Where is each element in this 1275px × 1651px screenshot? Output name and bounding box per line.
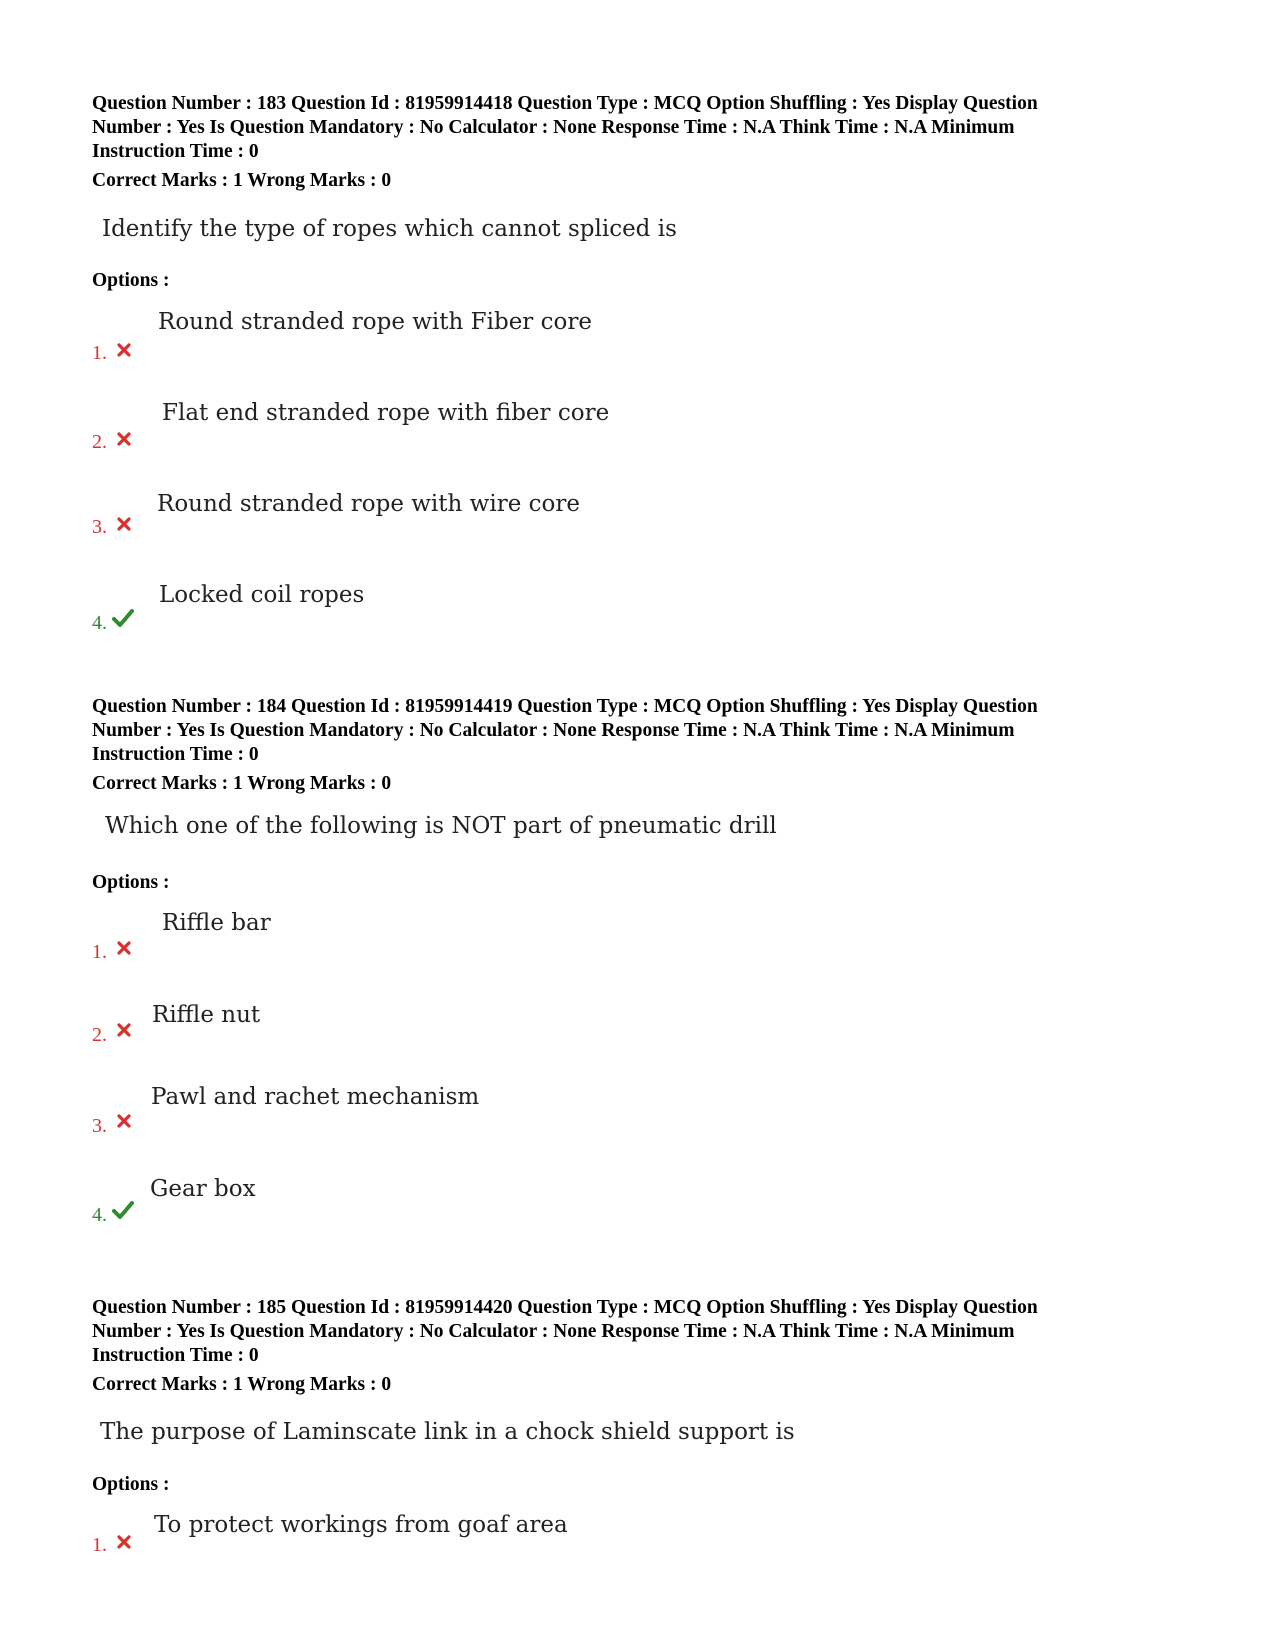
question-meta-line: Question Number : 183 Question Id : 81959914418 Question Type : MCQ Option Shuffling : Yes Display Question <box>92 93 1038 114</box>
option-text: Round stranded rope with Fiber core <box>158 309 592 335</box>
cross-icon <box>116 940 132 956</box>
options-label: Options : <box>92 270 170 291</box>
option-number: 1. <box>92 941 107 963</box>
option-text: Locked coil ropes <box>159 582 365 608</box>
option-number: 4. <box>92 1204 107 1226</box>
question-meta-line: Instruction Time : 0 <box>92 744 259 765</box>
question-meta-line: Instruction Time : 0 <box>92 141 259 162</box>
question-meta-line: Question Number : 185 Question Id : 81959914420 Question Type : MCQ Option Shuffling : Yes Display Question <box>92 1297 1038 1318</box>
option-number: 4. <box>92 612 107 634</box>
cross-icon <box>116 342 132 358</box>
option-text: Flat end stranded rope with fiber core <box>162 400 610 426</box>
cross-icon <box>116 1113 132 1129</box>
option-text: Riffle nut <box>152 1002 261 1028</box>
options-label: Options : <box>92 872 170 893</box>
option-number: 2. <box>92 1024 107 1046</box>
option-number: 1. <box>92 1534 107 1556</box>
option-text: Pawl and rachet mechanism <box>151 1084 480 1110</box>
question-marks: Correct Marks : 1 Wrong Marks : 0 <box>92 773 392 794</box>
question-meta-line: Instruction Time : 0 <box>92 1345 259 1366</box>
option-text: Gear box <box>150 1176 256 1202</box>
cross-icon <box>116 431 132 447</box>
option-number: 1. <box>92 342 107 364</box>
cross-icon <box>116 1534 132 1550</box>
option-text: To protect workings from goaf area <box>154 1512 568 1538</box>
question-text: Identify the type of ropes which cannot spliced is <box>102 216 677 242</box>
option-number: 3. <box>92 1115 107 1137</box>
option-text: Round stranded rope with wire core <box>157 491 580 517</box>
question-text: The purpose of Laminscate link in a chock shield support is <box>100 1419 795 1445</box>
check-icon <box>112 608 134 628</box>
cross-icon <box>116 516 132 532</box>
question-meta-line: Number : Yes Is Question Mandatory : No Calculator : None Response Time : N.A Think Time : N.A Minimum <box>92 117 1015 138</box>
question-meta-line: Question Number : 184 Question Id : 81959914419 Question Type : MCQ Option Shuffling : Yes Display Question <box>92 696 1038 717</box>
question-text: Which one of the following is NOT part of pneumatic drill <box>105 813 777 839</box>
option-text: Riffle bar <box>162 910 271 936</box>
options-label: Options : <box>92 1474 170 1495</box>
question-meta-line: Number : Yes Is Question Mandatory : No Calculator : None Response Time : N.A Think Time : N.A Minimum <box>92 1321 1015 1342</box>
cross-icon <box>116 1022 132 1038</box>
question-marks: Correct Marks : 1 Wrong Marks : 0 <box>92 170 392 191</box>
option-number: 3. <box>92 516 107 538</box>
question-meta-line: Number : Yes Is Question Mandatory : No Calculator : None Response Time : N.A Think Time : N.A Minimum <box>92 720 1015 741</box>
check-icon <box>112 1200 134 1220</box>
option-number: 2. <box>92 431 107 453</box>
question-marks: Correct Marks : 1 Wrong Marks : 0 <box>92 1374 392 1395</box>
